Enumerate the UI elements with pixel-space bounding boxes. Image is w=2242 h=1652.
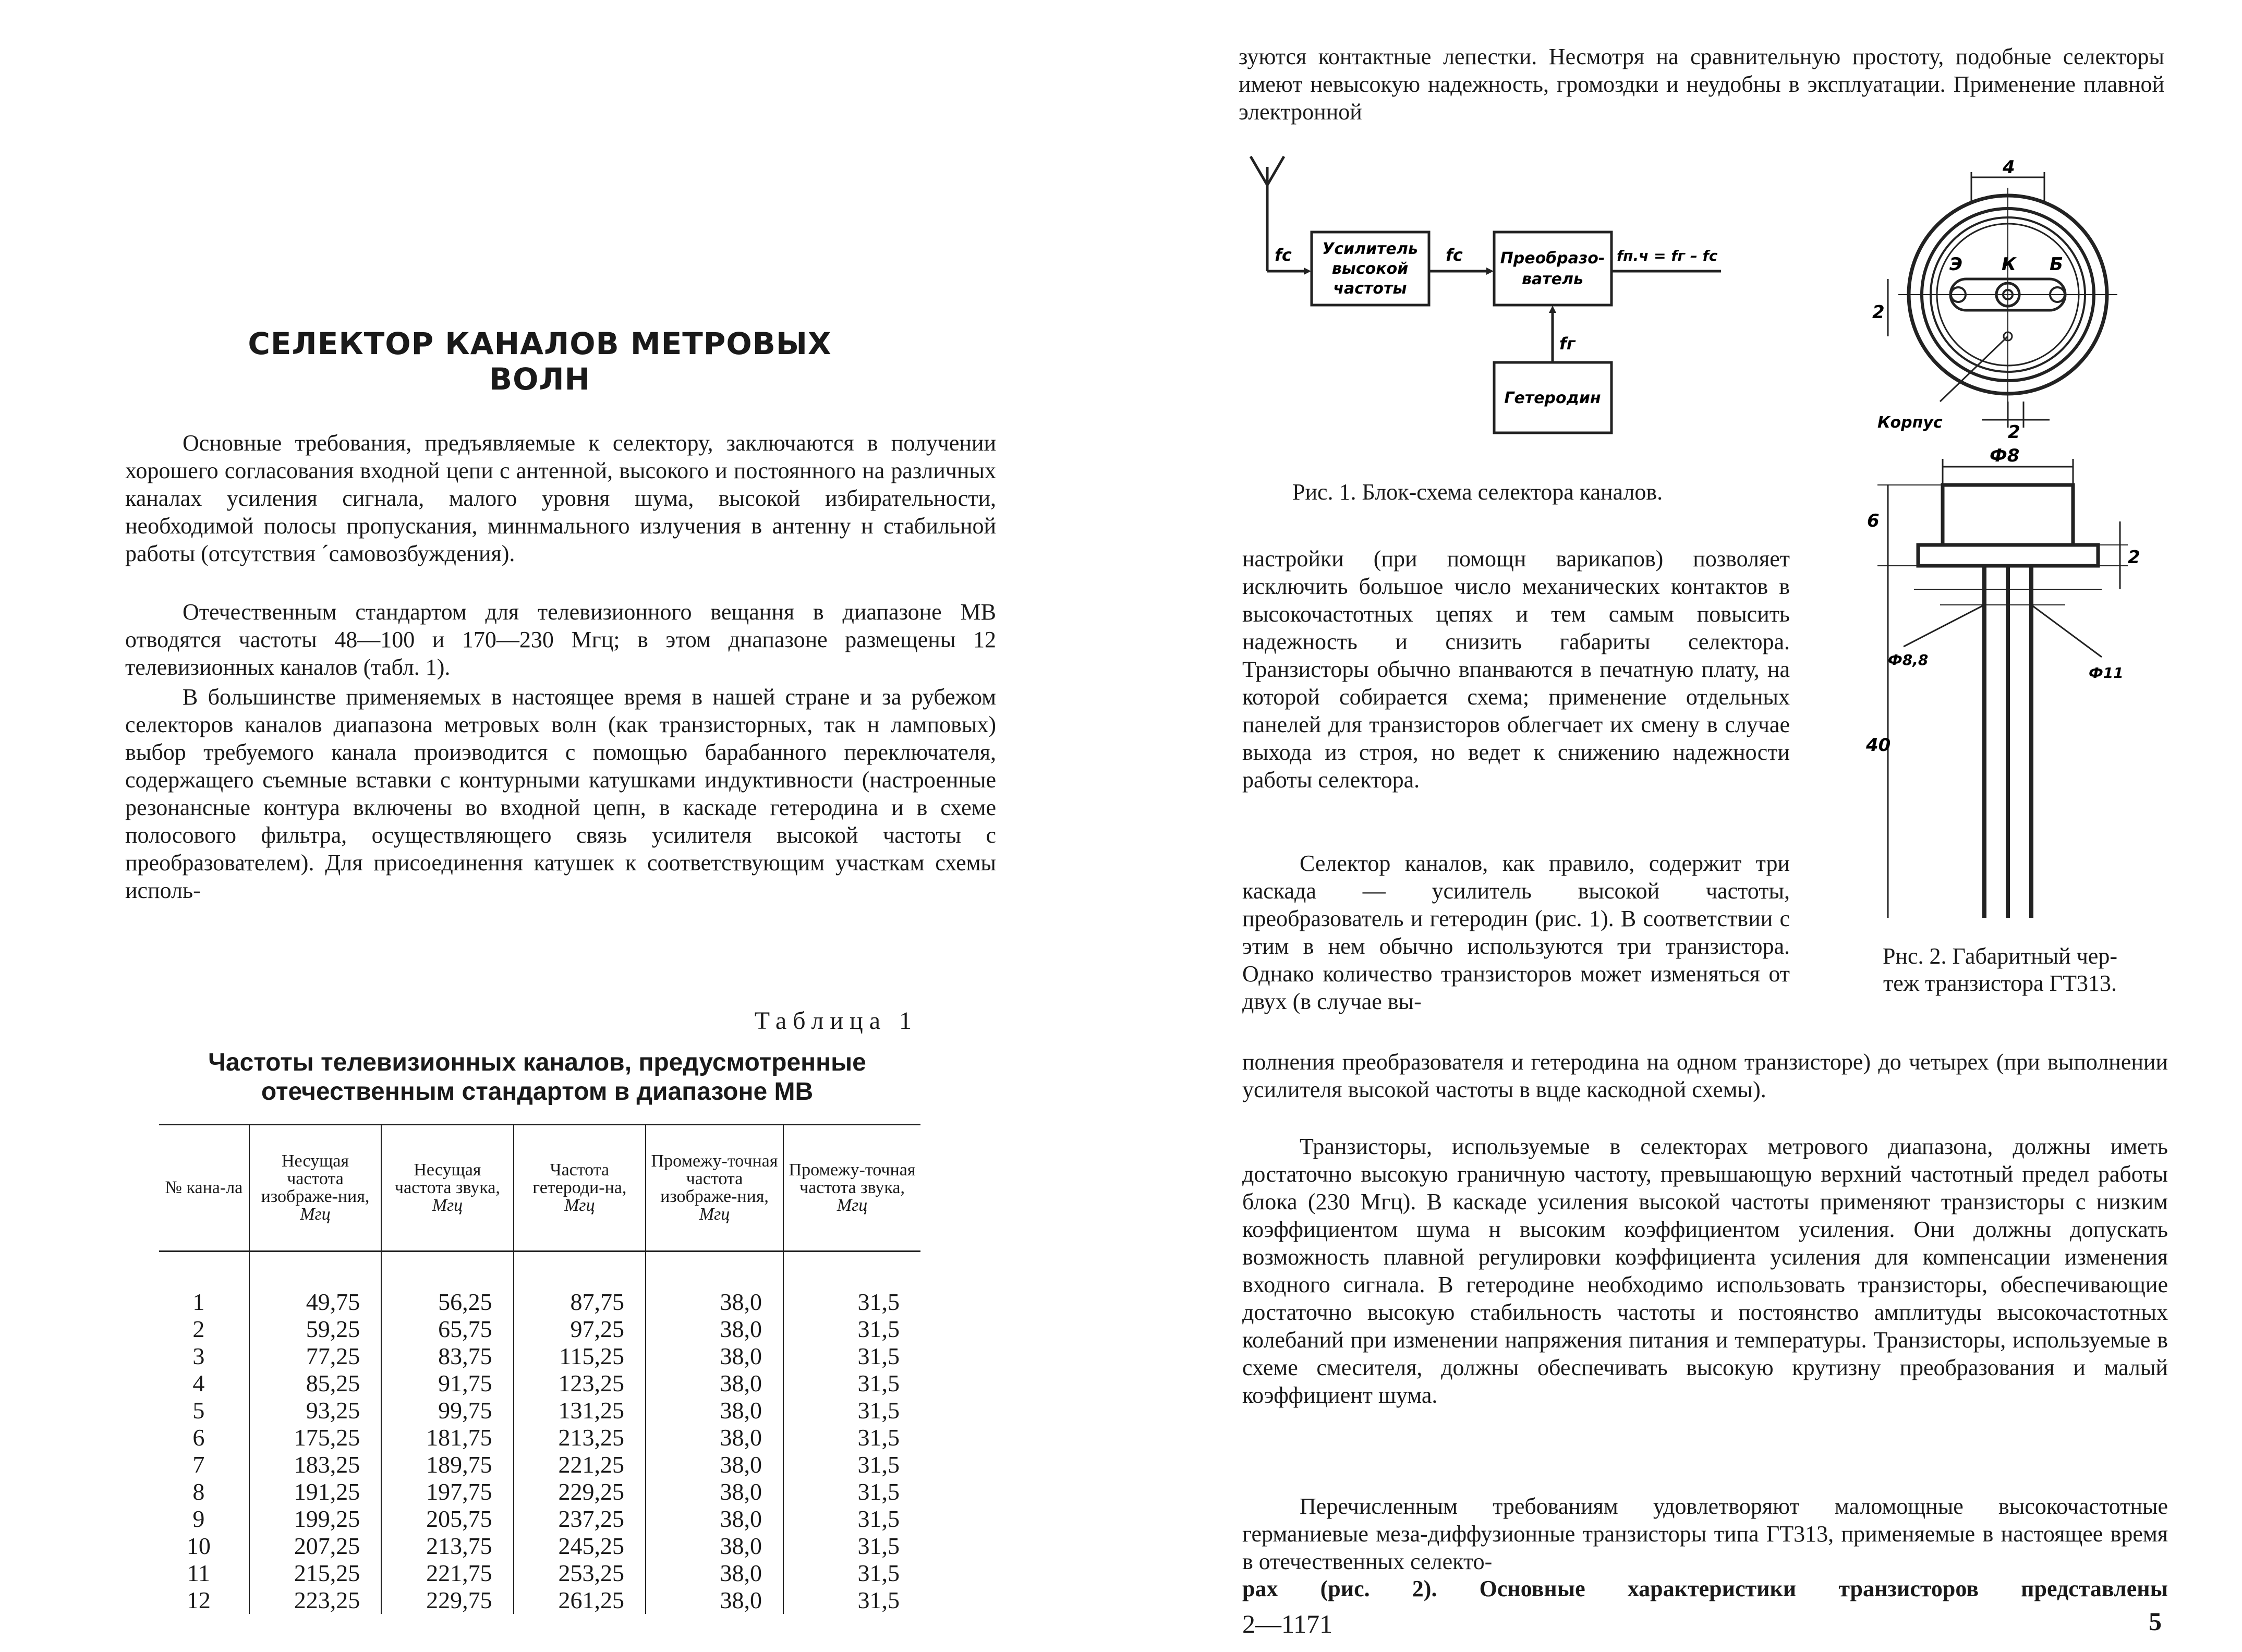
table-cell: 229,25 — [514, 1478, 646, 1505]
table-cell: 12 — [186, 1587, 211, 1613]
table-row — [159, 1424, 920, 1451]
label-emitter: Э — [1949, 254, 1962, 275]
transistor-flange — [1918, 545, 2098, 566]
table-cell: 8 — [192, 1478, 205, 1505]
table-cell: 31,5 — [783, 1343, 920, 1370]
table-row — [159, 1451, 920, 1478]
table-row — [159, 1397, 920, 1424]
dim-2-right: 2 — [2128, 547, 2140, 568]
label-body: Корпус — [1877, 414, 1943, 432]
paragraph-selector-stages: Селектор каналов, как правило, содержит три каскада — усилитель высокой частоты, преобразователь и гетеродин (рис. 1). В соответствии с этим в нем обычно используются три транзистора. Однако количество транзисторов может изменяться от двух (в случае вы- — [1242, 851, 1790, 1014]
table-row — [159, 1316, 920, 1343]
fc-mid-label: fc — [1446, 245, 1463, 265]
table-row — [159, 1533, 920, 1560]
table-cell: 131,25 — [514, 1397, 646, 1424]
table-cell: 4 — [192, 1370, 205, 1396]
table-cell: 205,75 — [381, 1505, 513, 1533]
table-cell: 221,25 — [514, 1451, 646, 1478]
table-cell: 38,0 — [646, 1560, 783, 1587]
figure-2-caption-line-2: теж транзистора ГТ313. — [1883, 970, 2117, 996]
dim-diameter-8: Ф8 — [1990, 445, 2020, 466]
table-cell: 7 — [192, 1451, 205, 1478]
table-cell: 83,75 — [381, 1343, 513, 1370]
fg-label: fг — [1559, 334, 1576, 354]
table-cell: 245,25 — [514, 1533, 646, 1560]
table-cell: 221,75 — [381, 1560, 513, 1587]
transistor-drawing — [1857, 156, 2180, 939]
converter-label-2: ватель — [1522, 270, 1583, 288]
table-cell: 11 — [187, 1560, 211, 1586]
table-cell: 93,25 — [249, 1397, 381, 1424]
dim-diameter-8-8: Ф8,8 — [1888, 651, 1929, 669]
paragraph-drum-switch: В большинстве применяемых в настоящее время в нашей стране и за рубежом селекторов каналов диапазона метровых волн (как транзисторных, так н ламповых) выбор требуемого канала проиэводится с помощью барабанного переключателя, содержащего съемные вставки с контурными катушками индуктивности (настроенные резонансные контура включены во входной цепн, в каскаде гетеродина и в схеме полосового фильтра, осуществляющего связь усилителя высокой частоты с преобразователем). Для присоединення катушек к соответствующим участкам схемы исполь- — [125, 684, 996, 903]
table-header-unit: Мгц — [300, 1205, 331, 1224]
paragraph-transistor-requirements: Транзисторы, используемые в селекторах метрового диапазона, должны иметь достаточно высокую граничную частоту, превышающую верхний частотный предел работы блока (230 Мгц). В каскаде усиления высокой частоты применяют транзисторы с низким коэффициентом шума н высоким коэффициентом усиления. Они должны допускать возможность плавной регулировки коэффициента усиления для компенсации изменения входного сигнала. В гетеродине необходимо использовать транзисторы, обеспечивающие достаточно высокую стабильность частоты и постоянство амплитуды высокочастотных колебаний при изменении напряжения питания и температуры. Транзисторы, используемые в схеме смесителя, должны обеспечивать высокую крутизну преобразования и малый коэффициент шума. — [1242, 1134, 2168, 1408]
table-cell: 189,75 — [381, 1451, 513, 1478]
table-cell: 59,25 — [249, 1316, 381, 1343]
table-cell: 175,25 — [249, 1424, 381, 1451]
table-header-text: Промежу-точная частота изображе-ния, — [651, 1151, 778, 1206]
table-header-text: № кана-ла — [165, 1178, 243, 1197]
table-cell: 223,25 — [249, 1587, 381, 1614]
converter-block — [1494, 232, 1611, 305]
table-cell: 31,5 — [783, 1533, 920, 1560]
transistor-can — [1943, 485, 2073, 545]
table-header-cell — [159, 1125, 249, 1252]
dim-6: 6 — [1867, 511, 1880, 531]
table-header-unit: Мгц — [564, 1196, 595, 1215]
table-cell: 197,75 — [381, 1478, 513, 1505]
table-caption — [151, 1048, 923, 1107]
table-cell: 2 — [192, 1316, 205, 1342]
block-diagram — [1241, 154, 1742, 467]
table-cell: 38,0 — [646, 1533, 783, 1560]
table-header-cell — [381, 1125, 513, 1252]
table-cell: 1 — [192, 1289, 205, 1315]
table-cell: 31,5 — [783, 1316, 920, 1343]
table-row — [159, 1289, 920, 1316]
table-header-cell — [514, 1125, 646, 1252]
table-cell: 38,0 — [646, 1505, 783, 1533]
table-cell: 31,5 — [783, 1289, 920, 1316]
table-spacer-row — [159, 1252, 920, 1289]
table-header-cell — [646, 1125, 783, 1252]
printer-signature: 2—1171 — [1242, 1609, 1333, 1638]
dim-2-bottom: 2 — [2008, 422, 2020, 443]
table-cell: 213,25 — [514, 1424, 646, 1451]
table-cell: 38,0 — [646, 1478, 783, 1505]
page-number: 5 — [2149, 1607, 2162, 1636]
dim-40: 40 — [1866, 735, 1891, 756]
table-cell: 31,5 — [783, 1587, 920, 1614]
table-cell: 65,75 — [381, 1316, 513, 1343]
table-caption-line-1: Частоты телевизионных каналов, предусмотренные — [208, 1049, 866, 1076]
table-cell: 38,0 — [646, 1424, 783, 1451]
table-cell: 85,25 — [249, 1370, 381, 1397]
table-row — [159, 1343, 920, 1370]
table-cell: 91,75 — [381, 1370, 513, 1397]
label-base: Б — [2050, 254, 2063, 275]
converter-label-1: Преобразо- — [1500, 249, 1605, 268]
table-row — [159, 1560, 920, 1587]
paragraph-standard: Отечественным стандартом для телевизионного вещання в диапазоне МВ отводятся частоты 48—100 и 170—230 Мгц; в этом днапазоне размещены 12 телевизионных каналов (табл. 1). — [125, 599, 996, 680]
table-cell: 10 — [186, 1533, 211, 1559]
table-header-unit: Мгц — [837, 1196, 868, 1215]
table-cell: 3 — [192, 1343, 205, 1369]
table-cell: 87,75 — [514, 1289, 646, 1316]
table-cell: 56,25 — [381, 1289, 513, 1316]
oscillator-label: Гетеродин — [1504, 389, 1601, 407]
table-row — [159, 1478, 920, 1505]
table-cell: 99,75 — [381, 1397, 513, 1424]
table-row — [159, 1370, 920, 1397]
if-output-label: fп.ч = fг – fc — [1617, 247, 1718, 264]
paragraph-gt313-bold-line: рах (рис. 2). Основные характеристики транзисторов представлены — [1242, 1576, 2168, 1601]
table-cell: 115,25 — [514, 1343, 646, 1370]
fc-input-label: fc — [1275, 245, 1292, 265]
figure-1-caption: Рис. 1. Блок-схема селектора каналов. — [1292, 479, 1663, 505]
table-body — [159, 1252, 920, 1614]
table-caption-line-2: отечественным стандартом в диапазоне МВ — [261, 1078, 814, 1106]
table-cell: 31,5 — [783, 1505, 920, 1533]
table-cell: 31,5 — [783, 1397, 920, 1424]
table-header-text: Несущая частота звука, — [394, 1160, 500, 1197]
table-cell: 38,0 — [646, 1451, 783, 1478]
amplifier-label-3: частоты — [1333, 280, 1407, 298]
table-cell: 253,25 — [514, 1560, 646, 1587]
table-cell: 31,5 — [783, 1560, 920, 1587]
channel-frequency-table — [159, 1124, 920, 1614]
dim-diameter-11: Ф11 — [2089, 664, 2124, 682]
table-cell: 213,75 — [381, 1533, 513, 1560]
paragraph-requirements: Основные требования, предъявляемые к селектору, заключаются в получении хорошего согласования входной цепи с антенной, высокого и постоянного на различных каналах усиления сигнала, малого уровня шума, высокой избирательности, необходимой полосы пропускания, миннмального излучения в антенну н стабильной работы (отсутствия ´самовозбуждения). — [125, 430, 996, 566]
figure-2-caption-line-1: Рнс. 2. Габаритный чер- — [1882, 943, 2118, 969]
table-header-unit: Мгц — [699, 1205, 730, 1224]
table-header-cell — [783, 1125, 920, 1252]
table-cell: 97,25 — [514, 1316, 646, 1343]
figure-2-caption — [1831, 943, 2170, 997]
table-header-unit: Мгц — [432, 1196, 463, 1215]
table-row — [159, 1587, 920, 1614]
table-cell: 191,25 — [249, 1478, 381, 1505]
table-label: Таблица 1 — [754, 1007, 918, 1035]
table-header-text: Промежу-точная частота звука, — [789, 1160, 916, 1197]
table-cell: 38,0 — [646, 1343, 783, 1370]
table-row — [159, 1505, 920, 1533]
table-cell: 123,25 — [514, 1370, 646, 1397]
table-cell: 207,25 — [249, 1533, 381, 1560]
dim-4: 4 — [2003, 157, 2015, 178]
table-cell: 261,25 — [514, 1587, 646, 1614]
table-header-text: Частота гетероди-на, — [532, 1160, 627, 1197]
table-cell: 38,0 — [646, 1397, 783, 1424]
table-cell: 31,5 — [783, 1424, 920, 1451]
table-cell: 77,25 — [249, 1343, 381, 1370]
table-header-cell — [249, 1125, 381, 1252]
table-cell: 31,5 — [783, 1478, 920, 1505]
table-cell: 199,25 — [249, 1505, 381, 1533]
paragraph-top-continuation: зуются контактные лепестки. Несмотря на сравнительную простоту, подобные селекторы имеют невысокую надежность, громоздки и неудобны в эксплуатации. Применение плавной электронной — [1239, 44, 2164, 125]
amplifier-label-1: Усилитель — [1322, 240, 1418, 258]
table-cell: 31,5 — [783, 1451, 920, 1478]
table-cell: 229,75 — [381, 1587, 513, 1614]
paragraph-gt313: Перечисленным требованиям удовлетворяют маломощные высокочастотные германиевые меза-диффузионные транзисторы типа ГТ313, применяемые в настоящее время в отечественных селекто- — [1242, 1493, 2168, 1574]
table-cell: 38,0 — [646, 1370, 783, 1397]
table-header-row — [159, 1125, 920, 1252]
label-collector: К — [2002, 254, 2016, 275]
table-cell: 215,25 — [249, 1560, 381, 1587]
table-cell: 5 — [192, 1397, 205, 1424]
paragraph-selector-stages-cont: полнения преобразователя и гетеродина на одном транзисторе) до четырех (при выполнении усилителя высокой частоты в вцде каскодной схемы). — [1242, 1049, 2168, 1102]
table-header-text: Несущая частота изображе-ния, — [261, 1151, 370, 1206]
table-cell: 237,25 — [514, 1505, 646, 1533]
table-cell: 38,0 — [646, 1587, 783, 1614]
table-cell: 49,75 — [249, 1289, 381, 1316]
chapter-title: СЕЛЕКТОР КАНАЛОВ МЕТРОВЫХ ВОЛН — [248, 326, 832, 397]
table-cell: 6 — [192, 1424, 205, 1451]
table-cell: 38,0 — [646, 1316, 783, 1343]
table-cell: 181,75 — [381, 1424, 513, 1451]
dim-2-left: 2 — [1872, 302, 1885, 323]
table-cell: 9 — [192, 1505, 205, 1532]
table-cell: 31,5 — [783, 1370, 920, 1397]
table-cell: 38,0 — [646, 1289, 783, 1316]
paragraph-varicap: настройки (при помощн варикапов) позволяет исключить большое число механических контактов в высокочастотных цепях и тем самым повысить надежность и снизить габариты селектора. Транзисторы обычно впанваются в печатную плату, на которой собирается схема; применение отдельных панелей для транзисторов облегчает их смену в случае выхода из строя, но ведет к снижению надежности работы селектора. — [1242, 546, 1790, 793]
amplifier-label-2: высокой — [1331, 260, 1409, 278]
table-cell: 183,25 — [249, 1451, 381, 1478]
